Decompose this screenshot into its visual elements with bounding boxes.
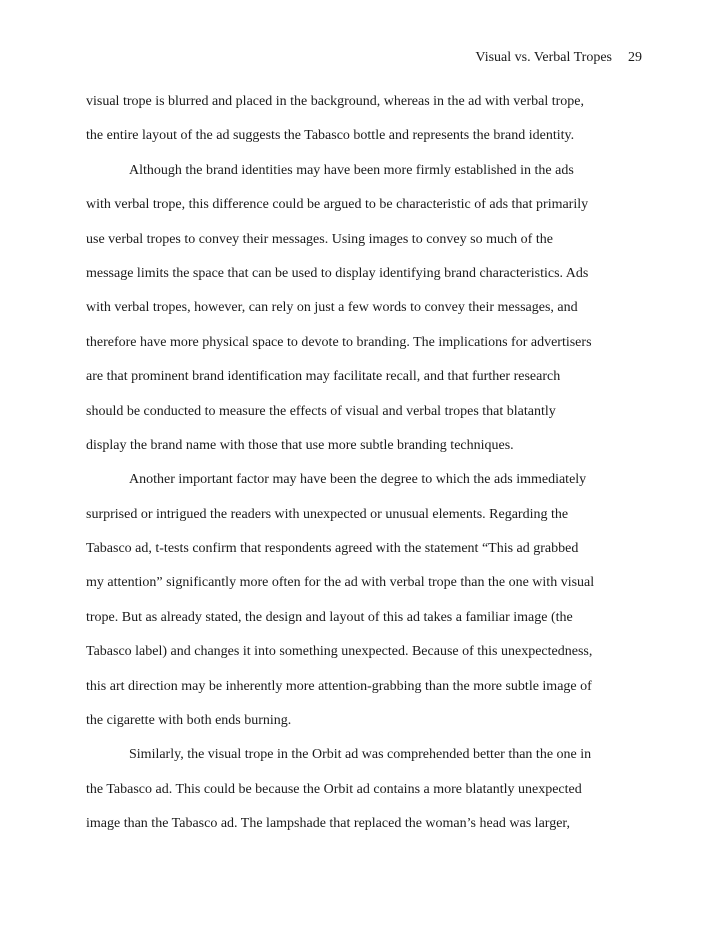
paragraph-first-line: Another important factor may have been the degree to which the ads immediately — [129, 472, 587, 488]
text-line: image than the Tabasco ad. The lampshade that replaced the woman’s head was larger, — [86, 816, 571, 832]
paragraph-first-line: Similarly, the visual trope in the Orbit ad was comprehended better than the one in — [129, 747, 592, 763]
text-line: therefore have more physical space to devote to branding. The implications for advertisers — [86, 334, 592, 350]
text-line: the cigarette with both ends burning. — [86, 713, 292, 729]
text-line: this art direction may be inherently more attention-grabbing than the more subtle image of — [86, 678, 592, 694]
text-line: with verbal trope, this difference could be argued to be characteristic of ads that primarily — [86, 197, 589, 213]
text-line: message limits the space that can be used to display identifying brand characteristics. Ads — [86, 265, 589, 281]
text-line: trope. But as already stated, the design and layout of this ad takes a familiar image (the — [86, 609, 573, 625]
text-line: with verbal tropes, however, can rely on just a few words to convey their messages, and — [86, 300, 578, 316]
running-head — [475, 50, 642, 66]
paragraph-first-line: Although the brand identities may have been more firmly established in the ads — [129, 162, 574, 178]
text-line: use verbal tropes to convey their messages. Using images to convey so much of the — [86, 231, 553, 247]
page-number: 29 — [628, 50, 642, 65]
text-line: are that prominent brand identification may facilitate recall, and that further research — [86, 369, 561, 385]
text-line: visual trope is blurred and placed in the background, whereas in the ad with verbal trope, — [86, 94, 585, 109]
text-line: display the brand name with those that use more subtle branding techniques. — [86, 437, 514, 453]
text-line: the entire layout of the ad suggests the Tabasco bottle and represents the brand identity. — [86, 128, 575, 144]
body-text — [86, 92, 648, 849]
running-title: Visual vs. Verbal Tropes — [475, 50, 612, 65]
text-line: surprised or intrigued the readers with unexpected or unusual elements. Regarding the — [86, 506, 569, 522]
text-line: Tabasco ad, t-tests confirm that respondents agreed with the statement “This ad grabbed — [86, 541, 579, 557]
text-line: Tabasco label) and changes it into something unexpected. Because of this unexpectedness, — [86, 644, 593, 660]
text-line: should be conducted to measure the effects of visual and verbal tropes that blatantly — [86, 403, 556, 419]
text-line: the Tabasco ad. This could be because the Orbit ad contains a more blatantly unexpected — [86, 781, 582, 797]
text-line: my attention” significantly more often for the ad with verbal trope than the one with visual — [86, 575, 595, 591]
